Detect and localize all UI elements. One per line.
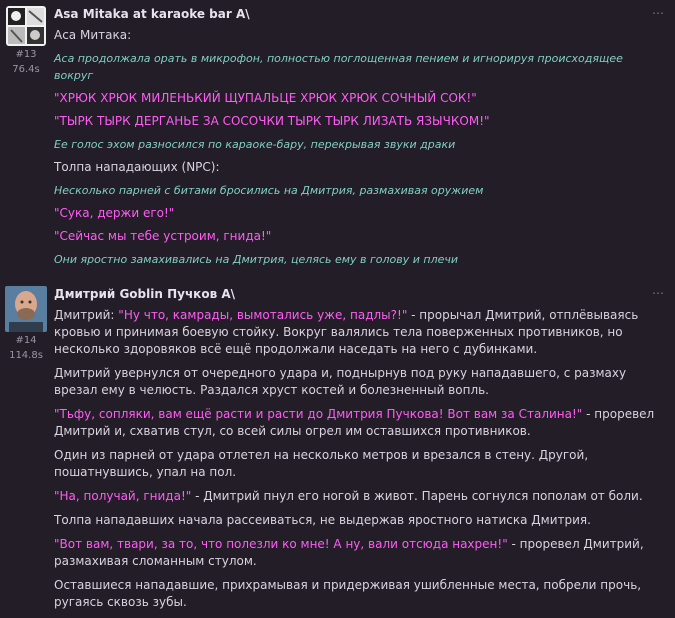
message-line: Ее голос эхом разносился по караоке-бару, перекрывая звуки драки xyxy=(54,138,456,151)
message-paragraph xyxy=(54,577,665,611)
more-options-icon[interactable]: ⋯ xyxy=(652,286,665,300)
message-14 xyxy=(0,270,675,618)
quote-text: "Вот вам, твари, за то, что полезли ко мне! А ну, вали отсюда нахрен!" xyxy=(54,537,508,551)
message-time: 114.8s xyxy=(9,350,43,361)
narration-text: Толпа нападавших начала рассеиваться, не выдержав яростного натиска Дмитрия. xyxy=(54,513,591,527)
message-lines xyxy=(54,27,665,268)
narration-text: Дмитрий: xyxy=(54,308,119,322)
message-gutter xyxy=(0,276,48,618)
message-paragraph xyxy=(54,536,665,570)
message-line: "Сука, держи его!" xyxy=(54,206,175,220)
message-paragraph xyxy=(54,447,665,481)
narration-text: Дмитрий увернулся от очередного удара и, поднырнув под руку нападавшего, с размаху врезал ему в челюсть. Раздался хруст костей и болезненный вопль. xyxy=(54,366,627,397)
message-paragraph xyxy=(54,406,665,440)
narration-text: Один из парней от удара отлетел на несколько метров и врезался в стену. Другой, пошатнувшись, упал на пол. xyxy=(54,448,589,479)
narration-text: - проревел Дмитрий, размахивая сломанным стулом. xyxy=(54,537,644,568)
more-options-icon[interactable]: ⋯ xyxy=(652,6,665,20)
message-content xyxy=(48,6,665,270)
message-paragraph xyxy=(54,512,665,529)
message-line: "ТЫРК ТЫРК ДЕРГАНЬЕ ЗА СОСОЧКИ ТЫРК ТЫРК ЛИЗАТЬ ЯЗЫЧКОМ!" xyxy=(54,114,490,128)
message-gutter xyxy=(0,6,48,270)
message-line: Несколько парней с битами бросились на Дмитрия, размахивая оружием xyxy=(54,184,484,197)
message-paragraph xyxy=(54,365,665,399)
message-time: 76.4s xyxy=(12,64,40,75)
message-index: #13 xyxy=(15,49,37,60)
narration-text: - проревел Дмитрий и, схватив стул, со всей силы огрел им оставшихся противников. xyxy=(54,407,655,438)
quote-text: "Ну что, камрады, вымотались уже, падлы?!" xyxy=(118,308,408,322)
author-name[interactable]: Asa Mitaka at karaoke bar A\ xyxy=(54,7,250,21)
quote-text: "Тьфу, сопляки, вам ещё расти и расти до Дмитрия Пучкова! Вот вам за Сталина!" xyxy=(54,407,583,421)
message-index: #14 xyxy=(15,335,37,346)
narration-text: Оставшиеся нападавшие, прихрамывая и придерживая ушибленные места, побрели прочь, ругаясь сквозь зубы. xyxy=(54,578,642,609)
message-line: Они яростно замахивались на Дмитрия, целясь ему в голову и плечи xyxy=(54,253,459,266)
message-content xyxy=(48,276,665,618)
message-paragraph xyxy=(54,307,665,358)
narration-text: - Дмитрий пнул его ногой в живот. Парень согнулся пополам от боли. xyxy=(191,489,643,503)
message-line: Аса Митака: xyxy=(54,28,132,42)
author-name[interactable]: Дмитрий Goblin Пучков A\ xyxy=(54,287,236,301)
avatar-asa[interactable] xyxy=(6,6,46,46)
avatar-dmitry[interactable] xyxy=(5,286,47,332)
message-13 xyxy=(0,0,675,270)
message-paragraph xyxy=(54,488,665,505)
quote-text: "На, получай, гнида!" xyxy=(54,489,192,503)
message-paragraphs xyxy=(54,307,665,611)
message-line: Аса продолжала орать в микрофон, полностью поглощенная пением и игнорируя происходящее вокруг xyxy=(54,52,623,82)
message-line: "ХРЮК ХРЮК МИЛЕНЬКИЙ ЩУПАЛЬЦЕ ХРЮК ХРЮК СОЧНЫЙ СОК!" xyxy=(54,91,477,105)
narration-text: - прорычал Дмитрий, отплёвываясь кровью и принимая боевую стойку. Вокруг валялись тела поверженных противников, но несколько здоровяков всё ещё продолжали наседать на него с дубинками. xyxy=(54,308,639,356)
message-line: Толпа нападающих (NPC): xyxy=(54,160,220,174)
message-line: "Сейчас мы тебе устроим, гнида!" xyxy=(54,229,272,243)
